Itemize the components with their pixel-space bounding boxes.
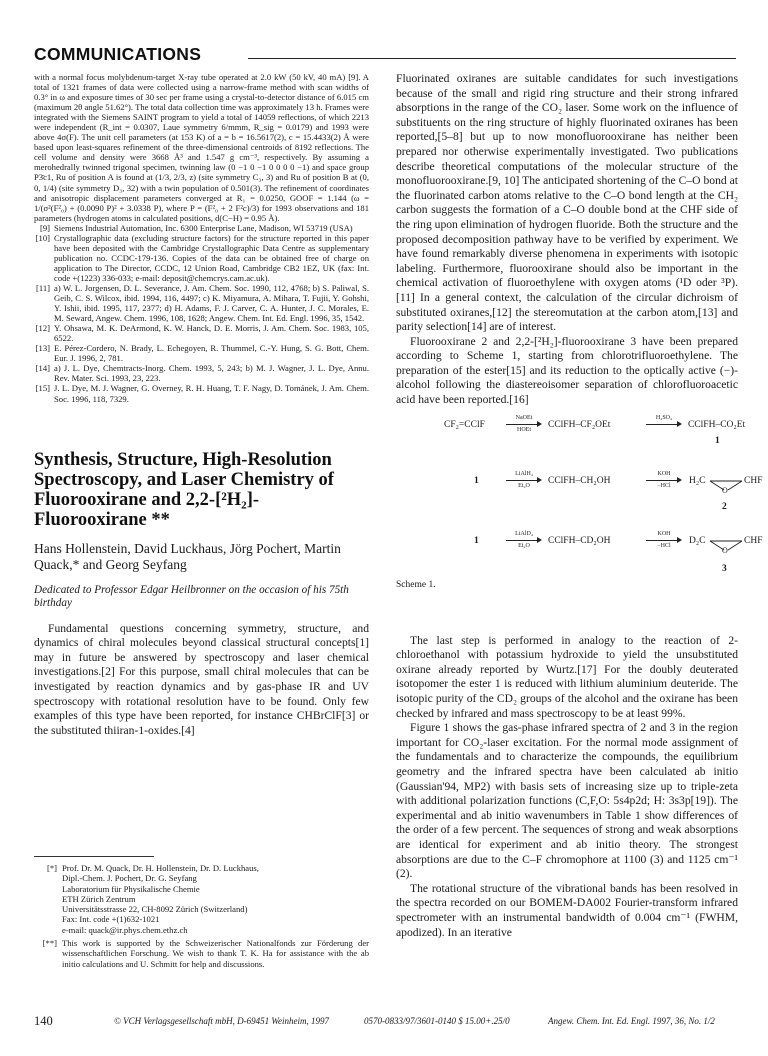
reference-item	[34, 363, 369, 383]
arrow-reagent: KOH	[657, 530, 671, 537]
footnote-line: Fax: Int. code +(1)632-1021	[62, 914, 160, 925]
ring-carbon-right: CHF	[744, 535, 763, 546]
ref-number: [13]	[35, 343, 50, 354]
reference-item	[34, 223, 369, 233]
arrow-solvent: −HCl	[657, 542, 671, 549]
journal-citation: Angew. Chem. Int. Ed. Engl. 1997, 36, No. 1/2	[548, 1016, 715, 1026]
right-column	[396, 72, 763, 940]
reference-list	[34, 223, 369, 404]
compound-number: 1	[715, 435, 720, 446]
dedication: Dedicated to Professor Edgar Heilbronner on the occasion of his 75th birthday	[34, 583, 349, 610]
ref-number: [10]	[35, 232, 50, 243]
intro-paragraph: Fundamental questions concerning symmetry, structure, and dynamics of chiral molecules beyond classical structural concepts[1] may in future be answered by spectroscopy and laser chemical investigations.[2] For this purpose, small chiral molecules that can be investigated by reaction dynamics and by gas-phase IR and UV spectroscopy with rotational resolution have to be found. Only few examples of this type have been reported, for instance CHBrClF[3] or the substituted thiiran-1-oxides.[4]	[34, 621, 369, 737]
funding-footnote	[34, 938, 369, 969]
footnote-mark: [*]	[46, 863, 57, 873]
reaction-arrow	[646, 414, 682, 432]
reaction-arrow	[646, 530, 682, 549]
arrow-solvent: −HCl	[657, 482, 671, 489]
ref-text: J. L. Dye, M. J. Wagner, G. Overney, R. H. Huang, T. F. Nagy, D. Tománek, J. Am. Chem. Soc. 1996, 118, 7329.	[54, 383, 369, 404]
arrow-head-icon	[677, 421, 682, 427]
author-list: Hans Hollenstein, David Luckhaus, Jörg Pochert, Martin Quack,* and Georg Seyfang	[34, 540, 341, 573]
author-footnotes	[34, 856, 369, 969]
right-body-bottom	[396, 634, 738, 940]
publisher-line: © VCH Verlagsgesellschaft mbH, D-69451 Weinheim, 1997	[114, 1016, 329, 1026]
ring-carbon-right: CHF	[744, 475, 763, 486]
ref-text: Y. Ohsawa, M. K. DeArmond, K. W. Hanck, D. E. Morris, J. Am. Chem. Soc. 1983, 105, 6522.	[54, 323, 369, 344]
arrow-solvent: Et₂O	[518, 482, 530, 489]
ring-oxygen: O	[722, 485, 728, 495]
ref-text: a) W. L. Jorgensen, D. L. Severance, J. Am. Chem. Soc. 1990, 112, 4768; b) S. Paliwal, S. Geib, C. S. Wilcox, ibid. 1994, 116, 4497; c) K. Miyamura, A. Mihara, T. Fujii, Y. Gohshi, Y. Ishii, ibid. 1995, 117, 2377; d) H. Adams, F. J. Carver, C. A. Hunter, J. C. Morales, E. M. Seward, Angew. Chem. 1996, 108, 1628; Angew. Chem. Int. Ed. Engl. 1996, 35, 1542.	[54, 282, 369, 324]
arrow-reagent: KOH	[657, 470, 671, 477]
affiliation-footnote	[34, 863, 369, 935]
footnote-email[interactable]: e-mail: quack@ir.phys.chem.ethz.ch	[62, 924, 188, 935]
compound-number: 1	[474, 535, 479, 546]
page-footer	[34, 1015, 738, 1031]
reference-item	[34, 323, 369, 343]
ref-text: Crystallographic data (excluding structure factors) for the structure reported in this paper have been deposited with the Cambridge Crystallographic Data Centre as supplementary publication no. CCDC-179-136. Copies of the data can be obtained free of charge on application to The Director, CCDC, 12 Union Road, Cambridge CB2 1EZ, UK (fax: Int. code +(1223) 336-033; e-mail: deposit@chemcrys.cam.ac.uk).	[54, 232, 369, 283]
reference-item	[34, 383, 369, 403]
arrow-reagent: LiAlD₄	[515, 530, 533, 537]
right-body-top	[396, 72, 738, 408]
article-code: 0570-0833/97/3601-0140 $ 15.00+.25/0	[364, 1016, 510, 1026]
arrow-solvent: HOEt	[517, 426, 531, 433]
ring-carbon-left: H₂C	[689, 475, 706, 486]
scheme-reactant: CF₂=CClF	[444, 419, 485, 430]
reference-item	[34, 283, 369, 323]
scheme-intermediate: CClFH–CF₂OEt	[548, 419, 611, 430]
ref-text: E. Pérez-Cordero, N. Brady, L. Echegoyen, R. Thummel, C.-Y. Hung, S. G. Bott, Chem. Eur. J. 1996, 2, 781.	[54, 343, 369, 364]
left-column	[34, 72, 369, 738]
running-header	[34, 44, 736, 66]
footnote-line: ETH Zürich Zentrum	[62, 893, 136, 904]
footnote-line: Prof. Dr. M. Quack, Dr. H. Hollenstein, Dr. D. Luckhaus,	[62, 863, 259, 873]
ring-carbon-left: D₂C	[689, 535, 706, 546]
arrow-solvent: Et₂O	[518, 542, 530, 549]
reaction-arrow	[506, 530, 542, 549]
arrow-reagent: LiAlH₄	[515, 470, 533, 477]
scheme-product: CClFH–CO₂Et	[688, 419, 746, 430]
arrow-reagent: NaOEt	[515, 414, 533, 421]
paragraph-oxiranes: Fluorinated oxiranes are suitable candidates for such investigations because of the small and rigid ring structure and their strong infrared absorptions in the range of the CO₂ laser. Some work on the influence of substituents on the ring structure of highly fluorinated oxiranes has been reported,[5–8] but up to now monofluorooxirane has neither been prepared nor otherwise experimentally investigated. Two publications describe theoretical computations of the molecular structure of the monofluorooxirane.[9, 10] The anticipated shortening of the C–O bond at the fluorinated carbon atoms relative to the C–O bond length at the CH₂ carbon suggests the formation of a C–O double bond at the CHF side of the ring upon elimination of hydrogen fluoride. Both the structure and the proposed decomposition pathway have to be verified by experiment. We have found remarkably diverse phenomena in experiments with isotopic labeling. Furthermore, fluorooxirane should also be important in the chemical activation of fluoroethylene with oxygen atoms (¹D oder ³P).[11] In a general context, the calculation of the circular dichroism of substituted oxiranes,[12] the stereomutation at the carbon atom,[13] and parity selection[14] are of interest.	[396, 72, 738, 334]
reaction-arrow	[506, 470, 542, 489]
article-title: Synthesis, Structure, High-Resolution Spectroscopy, and Laser Chemistry of Fluorooxirane and 2,2-[²H₂]-Fluorooxirane **	[34, 449, 334, 530]
footnote-mark: [**]	[42, 938, 57, 949]
paragraph-rotational: The rotational structure of the vibrational bands has been resolved in the spectra recorded on our BOMEM-DA002 Fourier-transform infrared spectrometer with an instrumental bandwidth of 0.004 cm⁻¹ (FWHM, apodized). In an iterative	[396, 881, 738, 939]
footnote-line: Dipl.-Chem. J. Pochert, Dr. G. Seyfang	[62, 873, 197, 884]
scheme-caption: Scheme 1.	[396, 579, 436, 590]
ring-oxygen: O	[722, 545, 728, 555]
reference-item	[34, 343, 369, 363]
scheme-alcohol: CClFH–CH₂OH	[548, 475, 611, 486]
experimental-note	[34, 72, 369, 223]
compound-number: 2	[722, 501, 727, 512]
footnote-line: Universitätsstrasse 22, CH-8092 Zürich (Switzerland)	[62, 904, 248, 915]
footnote-separator	[34, 856, 154, 857]
footnote-line: Laboratorium für Physikalische Chemie	[62, 883, 200, 894]
arrow-reagent: H₂SO₄	[655, 414, 673, 421]
reaction-arrow	[646, 470, 682, 489]
paragraph-figure-1: Figure 1 shows the gas-phase infrared spectra of 2 and 3 in the region important for CO₂-laser excitation. For the normal mode assignment of the fundamentals and to characterize the compounds, the equilibrium geometry and the infrared spectra have been calculated ab initio (Gaussian'94, MP2) with basis sets of increasing size up to triple-zeta with additional polarization functions (C,F,O: 5s4p2d; H: 3s3p[19]). The experimental and ab initio wavenumbers in Table 1 show differences of the order of a few percent. The sequences of strong and weak absorptions are identical for experiment and ab initio theory. The strongest absorptions are due to the C–F chromophore at 1100 (3) and 1125 cm⁻¹ (2).	[396, 721, 738, 881]
footnote-text: This work is supported by the Schweizerischer Nationalfonds zur Förderung der wissenschaftlichen Forschung. We wish to thank T. K. Ha for assistance with the ab initio calculations and U. Schmitt for help and discussions.	[62, 938, 369, 969]
compound-number: 1	[474, 475, 479, 486]
intro-body	[34, 622, 369, 739]
ref-number: [14]	[35, 363, 50, 374]
ref-number: [15]	[35, 383, 50, 394]
ref-number: [9]	[39, 222, 50, 233]
ref-text: a) J. L. Dye, Chemtracts-Inorg. Chem. 1993, 5, 243; b) M. J. Wagner, J. L. Dye, Annu. Rev. Mater. Sci. 1993, 23, 223.	[54, 363, 369, 384]
header-rule	[248, 58, 736, 59]
reference-item	[34, 233, 369, 283]
reaction-arrow	[506, 414, 542, 433]
compound-number: 3	[722, 563, 727, 574]
ref-text: Siemens Industrial Automation, Inc. 6300 Enterprise Lane, Madison, WI 53719 (USA)	[54, 222, 353, 233]
ref-number: [11]	[36, 282, 50, 293]
experimental-text: with a normal focus molybdenum-target X-ray tube operated at 2.0 kW (50 kV, 40 mA) [9]. A total of 1321 frames of data were collected using a narrow-frame method with scan widths of 0.3° in ω and exposure times of 30 sec per frame using a crystal-to-detector distance of 6.015 cm (maximum 2θ angle 51.62°). The total data collection time was approximately 13 h. Frames were integrated with the Siemens SAINT program to yield a total of 14059 reflections, of which 2213 were independent (R_int = 0.0307, Laue symmetry 6/mmm, R_sig = 0.0179) and 1993 were above 4σ(F). The unit cell parameters (at 153 K) of a = b = 16.5617(2), c = 15.4433(2) Å were based upon least-squares refinement of the three-dimensional centroids of 8192 reflections. The cell volume and density were 3668 Å³ and 1.547 g cm⁻³, respectively. By assuming a merohedrally twinned trigonal specimen, twinning law (0 −1 0 −1 0 0 0 0 −1) and space group P3̄c1, Ru of position A is found at (1/3, 2/3, z) (site symmetry C₃, 3) and Ru of position B at (0, 0, 1/4) (site symmetry D₃, 32) with a twin population of 0.501(3). The refinement of coordinates and anisotropic displacement parameters converged at R₁ = 0.0250, GOOF = 1.144 (ω = 1/(σ²(F²₀) + (0.0090 P)² + 3.0338 P), where P = (F²₀ + 2 F²c)/3) for 1993 observations and 181 parameters (hydrogen atoms in calculated positions, d(C−H) = 0.95 Å).	[34, 72, 369, 223]
section-title: COMMUNICATIONS	[34, 44, 202, 64]
scheme-1	[396, 414, 763, 618]
ref-number: [12]	[35, 323, 50, 334]
scheme-deuterated-alcohol: CClFH–CD₂OH	[548, 535, 611, 546]
page-number: 140	[34, 1014, 53, 1028]
paragraph-last-step: The last step is performed in analogy to the reaction of 2-chloroethanol with potassium hydroxide to yield the unsubstituted oxirane already reported by Wurtz.[17] For the doubly deuterated isotopomer the ester 1 is reduced with lithium aluminium deuteride. The isotopic purity of the CD₂ groups of the alcohol and the oxirane has been checked by infrared and mass spectroscopy to be at least 99%.	[396, 633, 738, 720]
paragraph-preparation: Fluorooxirane 2 and 2,2-[²H₂]-fluorooxirane 3 have been prepared according to Scheme 1, starting from chlorotrifluoroethylene. The preparation of the ester[15] and its reduction to the optically active (−)-alcohol following the diastereoisomer separation of chlorofluoroacetic acid have been reported.[16]	[396, 334, 738, 407]
